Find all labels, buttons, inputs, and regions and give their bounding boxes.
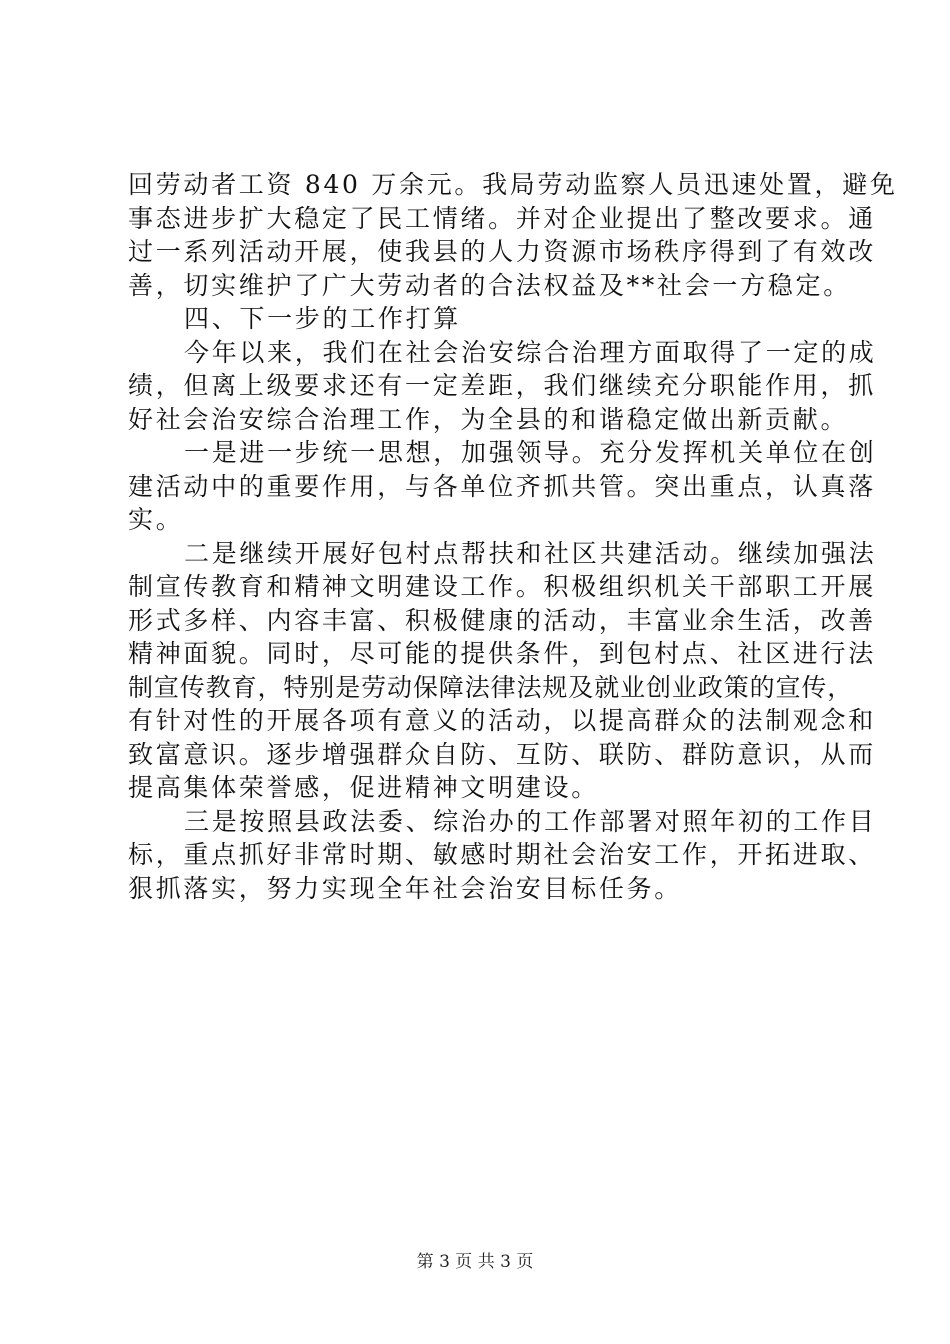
text-line: 实。: [128, 505, 184, 534]
page-number: 第 3 页 共 3 页: [416, 1252, 534, 1272]
text-line: 二是继续开展好包村点帮扶和社区共建活动。继续加强法: [184, 538, 877, 568]
text-line: 好社会治安综合治理工作，为全县的和谐稳定做出新贡献。: [128, 404, 849, 434]
text-line: 形式多样、内容丰富、积极健康的活动，丰富业余生活，改善: [128, 605, 876, 635]
section-heading: 四、下一步的工作打算: [184, 304, 462, 333]
text-line: 制宣传教育和精神文明建设工作。积极组织机关干部职工开展: [128, 572, 876, 601]
text-line: 三是按照县政法委、综治办的工作部署对照年初的工作目: [184, 806, 877, 836]
text-line: 回劳动者工资 840 万余元。我局劳动监察人员迅速处置，避免: [128, 170, 898, 199]
text-line: 一是进一步统一思想，加强领导。充分发挥机关单位在创: [184, 438, 877, 467]
text-line: 事态进步扩大稳定了民工情绪。并对企业提出了整改要求。通: [128, 203, 876, 233]
text-line: 狠抓落实，努力实现全年社会治安目标任务。: [128, 873, 683, 903]
text-line: 有针对性的开展各项有意义的活动，以提高群众的法制观念和: [128, 706, 876, 735]
page-footer: [0, 1247, 950, 1272]
text-line: 善，切实维护了广大劳动者的合法权益及**社会一方稳定。: [128, 270, 851, 300]
text-line: 绩，但离上级要求还有一定差距，我们继续充分职能作用，抓: [128, 371, 876, 400]
body-text: [128, 168, 898, 905]
text-line: 过一系列活动开展，使我县的人力资源市场秩序得到了有效改: [128, 237, 876, 266]
text-line: 今年以来，我们在社会治安综合治理方面取得了一定的成: [184, 337, 877, 367]
text-line: 精神面貌。同时，尽可能的提供条件，到包村点、社区进行法: [128, 639, 876, 668]
text-line: 致富意识。逐步增强群众自防、互防、联防、群防意识，从而: [128, 739, 876, 769]
text-line: 提高集体荣誉感，促进精神文明建设。: [128, 773, 599, 802]
text-line: 制宣传教育，特别是劳动保障法律法规及就业创业政策的宣传，: [128, 672, 854, 702]
text-line: 建活动中的重要作用，与各单位齐抓共管。突出重点，认真落: [128, 471, 876, 501]
text-line: 标，重点抓好非常时期、敏感时期社会治安工作，开拓进取、: [128, 840, 876, 869]
